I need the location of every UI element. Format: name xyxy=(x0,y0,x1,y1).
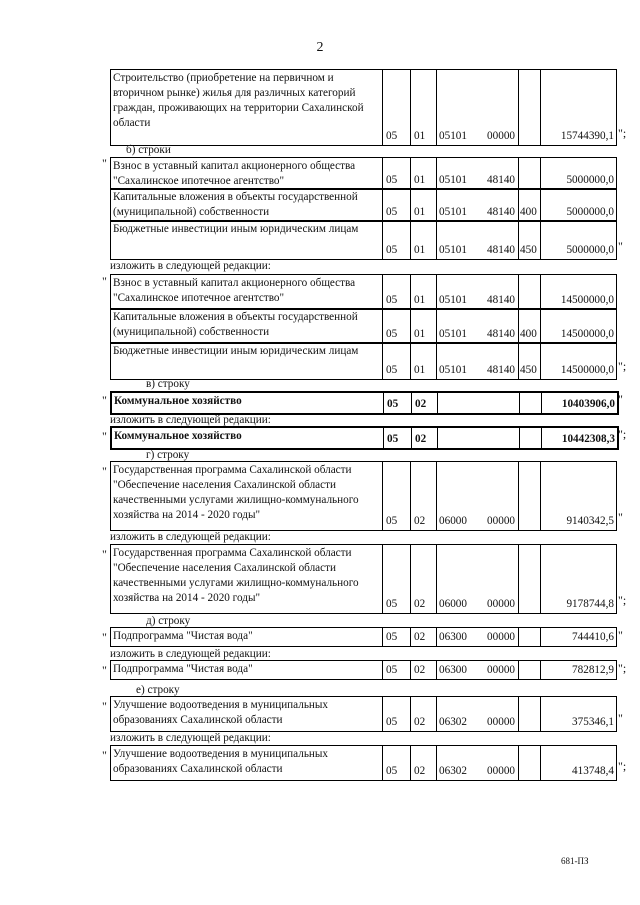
row-description: Взнос в уставный капитал акционерного общества "Сахалинское ипотечное агентство" xyxy=(111,158,383,189)
section-code: 05 xyxy=(386,598,398,610)
row-description: Бюджетные инвестиции иным юридическим лицам xyxy=(111,343,383,379)
close-quote: "; xyxy=(618,759,627,773)
row-description: Государственная программа Сахалинской области "Обеспечение населения Сахалинской области качественными услугами жилищно-коммунального хозяйства на 2014 - 2020 годы" xyxy=(111,545,383,613)
close-quote: "; xyxy=(618,593,627,607)
row-description: Строительство (приобретение на первичном и вторичном рынке) жилья для различных категорий граждан, проживающих на территории Сахалинской области xyxy=(111,70,383,145)
close-quote: "; xyxy=(618,661,627,675)
section-label: г) строку xyxy=(146,449,190,461)
section-code: 05 xyxy=(386,515,398,527)
table-row xyxy=(110,220,617,260)
table-row xyxy=(110,274,617,310)
subsection-code: 02 xyxy=(414,598,426,610)
amount: 10403906,0 xyxy=(561,398,615,410)
amount: 5000000,0 xyxy=(566,174,614,186)
target-code: 06302 xyxy=(439,716,467,728)
amount: 14500000,0 xyxy=(560,364,614,376)
target-subcode: 48140 xyxy=(487,294,515,306)
section-code: 05 xyxy=(386,130,398,142)
amount: 10442308,3 xyxy=(561,433,615,445)
section-code: 05 xyxy=(386,206,398,218)
close-quote: " xyxy=(618,392,623,406)
target-subcode: 00000 xyxy=(487,765,515,777)
row-description: Взнос в уставный капитал акционерного общества "Сахалинское ипотечное агентство" xyxy=(111,275,383,309)
subsection-code: 01 xyxy=(414,130,426,142)
target-code: 06000 xyxy=(439,515,467,527)
section-label: изложить в следующей редакции: xyxy=(110,732,271,744)
row-description: Коммунальное хозяйство xyxy=(112,393,384,413)
section-code: 05 xyxy=(386,328,398,340)
row-description: Государственная программа Сахалинской области "Обеспечение населения Сахалинской области качественными услугами жилищно-коммунального хозяйства на 2014 - 2020 годы" xyxy=(111,462,383,530)
table-row xyxy=(110,461,617,531)
subsection-code: 01 xyxy=(414,174,426,186)
subsection-code: 02 xyxy=(414,631,426,643)
open-quote: " xyxy=(102,393,107,407)
subsection-code: 02 xyxy=(415,398,427,410)
target-code: 05101 xyxy=(439,130,467,142)
table-row xyxy=(110,696,617,732)
target-subcode: 00000 xyxy=(487,716,515,728)
section-label: д) строку xyxy=(146,615,191,627)
section-code: 05 xyxy=(387,433,399,445)
open-quote: " xyxy=(102,464,107,478)
section-code: 05 xyxy=(386,364,398,376)
subsection-code: 02 xyxy=(414,664,426,676)
close-quote: " xyxy=(618,628,623,642)
section-code: 05 xyxy=(386,174,398,186)
section-label: изложить в следующей редакции: xyxy=(110,648,271,660)
section-label: б) строки xyxy=(126,144,171,156)
section-code: 05 xyxy=(386,716,398,728)
subsection-code: 01 xyxy=(414,294,426,306)
target-subcode: 48140 xyxy=(487,174,515,186)
close-quote: "; xyxy=(618,427,627,441)
open-quote: " xyxy=(102,156,107,170)
subsection-code: 02 xyxy=(414,765,426,777)
section-code: 05 xyxy=(386,765,398,777)
row-description: Подпрограмма "Чистая вода" xyxy=(111,661,383,679)
amount: 5000000,0 xyxy=(566,244,614,256)
table-row xyxy=(110,627,617,647)
table-row xyxy=(110,69,617,146)
section-code: 05 xyxy=(386,244,398,256)
table-row xyxy=(110,544,617,614)
section-code: 05 xyxy=(386,631,398,643)
target-subcode: 00000 xyxy=(487,130,515,142)
table-row xyxy=(110,308,617,344)
expense-type: 450 xyxy=(520,364,537,376)
target-subcode: 48140 xyxy=(487,364,515,376)
table-row xyxy=(110,188,617,222)
open-quote: " xyxy=(102,630,107,644)
open-quote: " xyxy=(102,699,107,713)
target-subcode: 00000 xyxy=(487,664,515,676)
section-label: изложить в следующей редакции: xyxy=(110,414,271,426)
row-description: Подпрограмма "Чистая вода" xyxy=(111,628,383,646)
table-row xyxy=(110,426,619,450)
subsection-code: 01 xyxy=(414,206,426,218)
target-subcode: 48140 xyxy=(487,206,515,218)
amount: 375346,1 xyxy=(572,716,614,728)
open-quote: " xyxy=(102,547,107,561)
section-label: изложить в следующей редакции: xyxy=(110,531,271,543)
expense-type: 450 xyxy=(520,244,537,256)
target-code: 05101 xyxy=(439,364,467,376)
amount: 782812,9 xyxy=(572,664,614,676)
row-description: Капитальные вложения в объекты государственной (муниципальной) собственности xyxy=(111,309,383,343)
amount: 15744390,1 xyxy=(560,130,614,142)
close-quote: "; xyxy=(618,359,627,373)
amount: 5000000,0 xyxy=(566,206,614,218)
subsection-code: 01 xyxy=(414,364,426,376)
target-code: 05101 xyxy=(439,328,467,340)
amount: 413748,4 xyxy=(572,765,614,777)
close-quote: " xyxy=(618,510,623,524)
subsection-code: 02 xyxy=(414,716,426,728)
target-code: 06000 xyxy=(439,598,467,610)
section-label: изложить в следующей редакции: xyxy=(110,260,271,272)
open-quote: " xyxy=(102,663,107,677)
row-description: Бюджетные инвестиции иным юридическим лицам xyxy=(111,221,383,259)
open-quote: " xyxy=(102,748,107,762)
close-quote: " xyxy=(618,239,623,253)
section-label: в) строку xyxy=(146,378,190,390)
table-row xyxy=(110,157,617,190)
subsection-code: 02 xyxy=(415,433,427,445)
row-description: Улучшение водоотведения в муниципальных образованиях Сахалинской области xyxy=(111,697,383,731)
target-subcode: 00000 xyxy=(487,631,515,643)
table-row xyxy=(110,660,617,680)
amount: 744410,6 xyxy=(572,631,614,643)
expense-type: 400 xyxy=(520,206,537,218)
target-subcode: 48140 xyxy=(487,328,515,340)
target-subcode: 00000 xyxy=(487,598,515,610)
amount: 14500000,0 xyxy=(560,328,614,340)
document-code: 681-ПЗ xyxy=(561,856,589,866)
close-quote: " xyxy=(618,711,623,725)
table-row xyxy=(110,745,617,781)
target-code: 05101 xyxy=(439,174,467,186)
target-code: 06302 xyxy=(439,765,467,777)
section-code: 05 xyxy=(386,294,398,306)
target-code: 06300 xyxy=(439,664,467,676)
target-subcode: 00000 xyxy=(487,515,515,527)
target-subcode: 48140 xyxy=(487,244,515,256)
close-quote: "; xyxy=(618,126,627,140)
section-code: 05 xyxy=(386,664,398,676)
target-code: 05101 xyxy=(439,244,467,256)
target-code: 05101 xyxy=(439,294,467,306)
subsection-code: 01 xyxy=(414,244,426,256)
section-label: е) строку xyxy=(136,684,180,696)
target-code: 06300 xyxy=(439,631,467,643)
row-description: Улучшение водоотведения в муниципальных образованиях Сахалинской области xyxy=(111,746,383,780)
expense-type: 400 xyxy=(520,328,537,340)
table-row xyxy=(110,342,617,380)
page-number: 2 xyxy=(316,40,324,55)
row-description: Коммунальное хозяйство xyxy=(112,428,384,448)
section-code: 05 xyxy=(387,398,399,410)
open-quote: " xyxy=(102,274,107,288)
amount: 9140342,5 xyxy=(566,515,614,527)
target-code: 05101 xyxy=(439,206,467,218)
table-row xyxy=(110,391,619,415)
amount: 14500000,0 xyxy=(560,294,614,306)
amount: 9178744,8 xyxy=(566,598,614,610)
row-description: Капитальные вложения в объекты государственной (муниципальной) собственности xyxy=(111,189,383,221)
open-quote: " xyxy=(102,429,107,443)
subsection-code: 01 xyxy=(414,328,426,340)
subsection-code: 02 xyxy=(414,515,426,527)
